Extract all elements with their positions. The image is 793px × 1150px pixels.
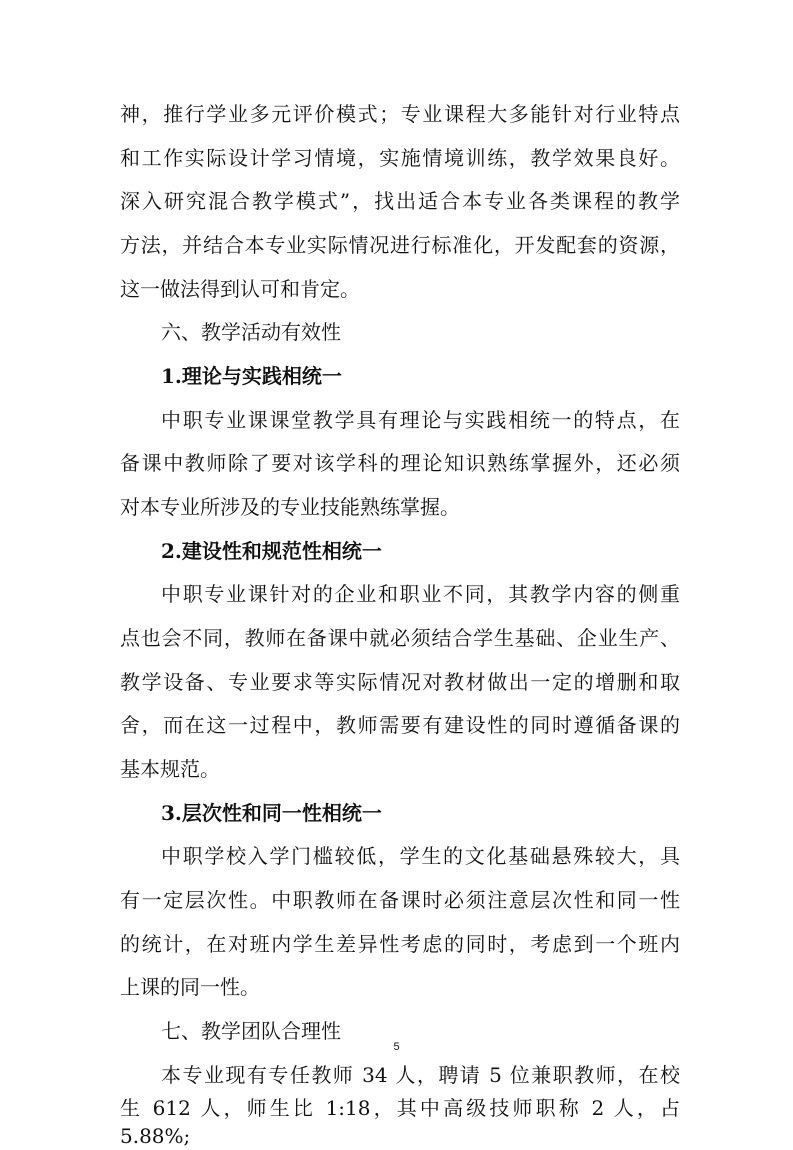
paragraph-line: 有一定层次性。中职教师在备课时必须注意层次性和同一性 xyxy=(120,888,680,912)
paragraph-line: 点也会不同，教师在备课中就必须结合学生基础、企业生产、 xyxy=(120,626,680,650)
paragraph-line: 中职学校入学门槛较低，学生的文化基础悬殊较大，具 xyxy=(161,844,680,868)
section-heading: 六、教学活动有效性 xyxy=(161,320,341,344)
paragraph-line: 上课的同一性。 xyxy=(120,975,260,999)
paragraph-line: 本专业现有专任教师 34 人，聘请 5 位兼职教师，在校 xyxy=(161,1063,680,1087)
section-heading: 七、教学团队合理性 xyxy=(161,1019,341,1043)
subsection-heading: 1.理论与实践相统一 xyxy=(161,364,342,388)
page-number: 5 xyxy=(393,1041,400,1053)
paragraph-line: 方法，并结合本专业实际情况进行标准化，开发配套的资源， xyxy=(120,233,680,257)
paragraph-line: 备课中教师除了要对该学科的理论知识熟练掌握外，还必须 xyxy=(120,451,680,475)
paragraph-line: 这一做法得到认可和肯定。 xyxy=(120,277,360,301)
paragraph-line: 神，推行学业多元评价模式；专业课程大多能针对行业特点 xyxy=(120,102,680,126)
paragraph-line: 基本规范。 xyxy=(120,757,220,781)
subsection-heading: 2.建设性和规范性相统一 xyxy=(161,539,382,563)
subsection-heading: 3.层次性和同一性相统一 xyxy=(161,801,382,825)
paragraph-line: 和工作实际设计学习情境，实施情境训练，教学效果良好。 xyxy=(120,146,680,170)
paragraph-line: 深入研究混合教学模式”，找出适合本专业各类课程的教学 xyxy=(120,189,680,213)
paragraph-line: 舍，而在这一过程中，教师需要有建设性的同时遵循备课的 xyxy=(120,713,680,737)
paragraph-line: 生 612 人，师生比 1:18，其中高级技师职称 2 人，占 5.88%; xyxy=(120,1096,680,1148)
paragraph-line: 教学设备、专业要求等实际情况对教材做出一定的增删和取 xyxy=(120,670,680,694)
paragraph-line: 的统计，在对班内学生差异性考虑的同时，考虑到一个班内 xyxy=(120,932,680,956)
paragraph-line: 中职专业课课堂教学具有理论与实践相统一的特点，在 xyxy=(161,408,680,432)
paragraph-line: 对本专业所涉及的专业技能熟练掌握。 xyxy=(120,495,460,519)
paragraph-line: 中职专业课针对的企业和职业不同，其教学内容的侧重 xyxy=(161,582,680,606)
